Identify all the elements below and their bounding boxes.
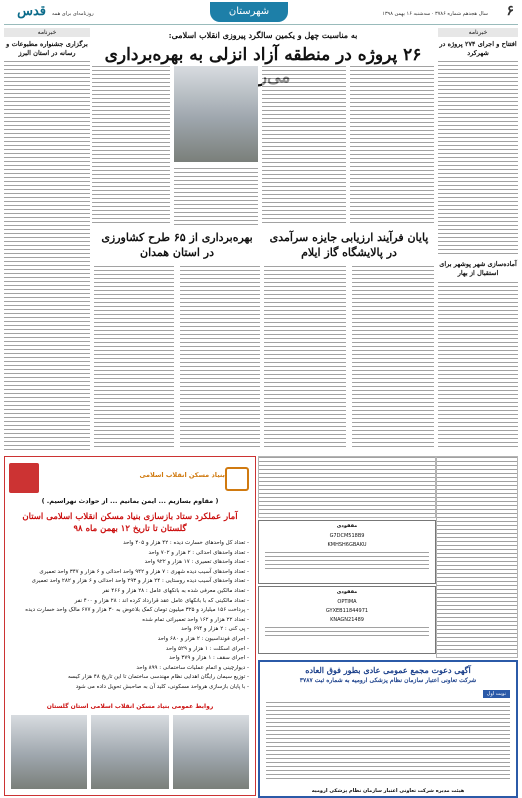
left-headline: برگزاری جشنواره مطبوعات و رسانه در استان البرز <box>6 40 88 57</box>
ad-photo <box>91 715 169 789</box>
section-tab: شهرستان <box>210 2 288 22</box>
stat-line: - تعداد واحدهای احداثی : ۲ هزار و ۷۰۲ واحد <box>148 549 249 556</box>
foundation-logo <box>225 467 249 491</box>
hamedan-headline: بهره‌برداری از ۶۵ طرح کشاورزی در استان همدان <box>101 231 253 259</box>
assembly-footer: هیئت مدیره شرکت تعاونی اعتبار سازمان نظام پزشکی ارومیه <box>311 788 465 794</box>
body-text <box>180 266 260 448</box>
ad-stats <box>11 539 249 693</box>
ad-org: بنیاد مسکن انقلاب اسلامی <box>139 471 225 479</box>
stat-line: - تعداد ۲۲ هزار و ۱۶۲ واحد تعمیراتی تمام شده <box>142 616 249 623</box>
story-ilam <box>264 228 434 450</box>
assembly-notice <box>258 660 518 798</box>
body-text <box>350 66 434 226</box>
body-text <box>265 552 429 570</box>
leader-photo <box>9 463 39 493</box>
body-text <box>438 282 518 447</box>
assembly-title: آگهی دعوت مجمع عمومی عادی بطور فوق العاده <box>305 665 471 675</box>
stat-line: - دیوارچینی و اتمام عملیات ساختمانی : ۸۹۹ واحد <box>136 664 249 671</box>
masthead-subtitle: روزنامه‌ای برای همه <box>52 11 94 17</box>
body-text <box>174 168 258 226</box>
plate-number: G7DCM518B9 <box>329 533 365 539</box>
lead-photo <box>174 66 258 162</box>
assembly-badge: نوبت اول <box>483 690 510 698</box>
body-text <box>265 627 429 637</box>
ad-slogan: ( مقاوم بسازیم ... ایمن بمانیم ... از حوادث نهراسیم. ) <box>41 497 219 505</box>
lead-headline: ۲۶ پروژه در منطقه آزاد انزلی به بهره‌برداری <box>104 45 422 65</box>
issue-info: سال هجدهم شماره ۳۷۸۶ · سه‌شنبه ۱۶ بهمن ۱۳۹۸ <box>382 11 488 17</box>
housing-ad <box>4 456 256 796</box>
notice-title: مفقودی <box>336 589 358 595</box>
stat-line: - تعداد کل واحدهای خسارت دیده : ۴۲ هزار و ۴۰۵ واحد <box>123 540 249 546</box>
story-hamedan <box>94 228 260 450</box>
notice-title: مفقودی <box>336 523 358 529</box>
masthead <box>4 2 518 25</box>
right-headline-1: افتتاح و اجرای ۲۷۴ پروژه در شهرکرد <box>439 40 517 57</box>
body-text <box>266 702 510 782</box>
stat-line: - تعداد واحدهای آسیب دیده شهری : ۷ هزار و ۹۴۲ واحد احداثی و ۶ هزار و ۳۴۷ واحد تعمیری <box>39 568 249 575</box>
page-number: ۶ <box>506 3 514 19</box>
stat-line: - تعداد مالکینی که با بانکهای عامل عقد قرارداد کرده اند : ۲۸ هزار و ۴۰۰ نفر <box>74 597 249 604</box>
issue-number: سال هجدهم شماره ۳۷۸۶ <box>435 11 488 17</box>
ad-title: آمار عملکرد ستاد بازسازی بنیاد مسکن انقلاب اسلامی استان گلستان تا تاریخ ۱۲ بهمن ماه ۹۸ <box>22 512 238 534</box>
notice-box <box>436 456 518 658</box>
notice-box <box>258 456 436 518</box>
body-text <box>4 61 90 451</box>
stat-line: - تعداد واحدهای آسیب دیده روستایی : ۲۴ هزار و ۲۹۳ واحد احداثی و ۶ هزار و ۲۸۲ واحد تعمیری <box>31 578 249 585</box>
stat-line: - اجرای سقف : ۱ هزار و ۳۷۹ واحد <box>169 655 249 662</box>
notice-box-1 <box>258 520 436 584</box>
body-text <box>94 266 174 448</box>
body-text <box>262 66 346 226</box>
right-column <box>438 28 518 448</box>
ad-photo <box>173 715 249 789</box>
plate-number: KNAGN21489 <box>330 617 364 623</box>
assembly-subtitle: شرکت تعاونی اعتبار سازمان نظام پزشکی ارومیه به شماره ثبت ۳۷۸۷ <box>299 677 477 684</box>
ad-photo <box>11 715 87 789</box>
body-text <box>92 66 170 226</box>
newspaper-logo: قدس <box>17 4 46 19</box>
notice-box-2 <box>258 586 436 654</box>
body-text <box>438 61 518 256</box>
body-text <box>352 266 434 448</box>
column-tag: خبرنامه <box>4 28 90 37</box>
stat-line: - تعداد واحدهای تعمیری : ۱۷ هزار و ۹۲۲ واحد <box>144 559 249 566</box>
plate-number: GYXEB11844971 <box>325 608 369 614</box>
ilam-headline: پایان فرآیند ارزیابی جایزه سرآمدی در پالایشگاه گاز ایلام <box>269 231 429 259</box>
notices-column <box>258 456 436 656</box>
issue-date: سه‌شنبه ۱۶ بهمن ۱۳۹۸ <box>382 11 431 17</box>
car-model: OPTIMA <box>337 599 357 605</box>
lead-story <box>92 28 434 228</box>
stat-line: - با پایان بازسازی هرواحد مسکونی، کلید آن به صاحبش تحویل داده می شود <box>75 683 249 690</box>
column-tag: خبرنامه <box>438 28 518 37</box>
stat-line: - تعداد مالکین معرفی شده به بانکهای عامل : ۲۸ هزار و ۴۶۶ نفر <box>102 587 249 594</box>
left-column <box>4 28 90 448</box>
stat-line: - پی کنی : ۲ هزار و ۶۹۴ واحد <box>181 626 249 633</box>
stat-line: - اجرای اسکلت : ۱ هزار و ۵۲۹ واحد <box>165 645 249 652</box>
lead-kicker: به مناسبت چهل و یکمین سالگرد پیروزی انقلاب اسلامی: <box>168 30 358 40</box>
right-headline-2: آماده‌سازی شهر پوشهر برای استقبال از بهار <box>439 260 517 277</box>
stat-line: - توزیع سیمان رایگان اهدایی نظام مهندسی ساختمان تا این تاریخ ۴۸ هزار کیسه <box>68 674 249 681</box>
body-text <box>264 266 346 448</box>
ad-footer: روابط عمومی بنیاد مسکن انقلاب اسلامی استان گلستان <box>46 703 214 710</box>
stat-line: - پرداخت ۱۵۶ میلیارد و ۳۲۵ میلیون تومان کمک بلاعوض به ۳۰ هزار و ۶۷۷ مالک واحد خسارت دیده <box>25 607 249 614</box>
stat-line: - اجرای فونداسیون : ۲ هزار و ۶۸۰ واحد <box>157 635 249 642</box>
plate-number: KMHSH6GBAKU <box>327 542 367 548</box>
